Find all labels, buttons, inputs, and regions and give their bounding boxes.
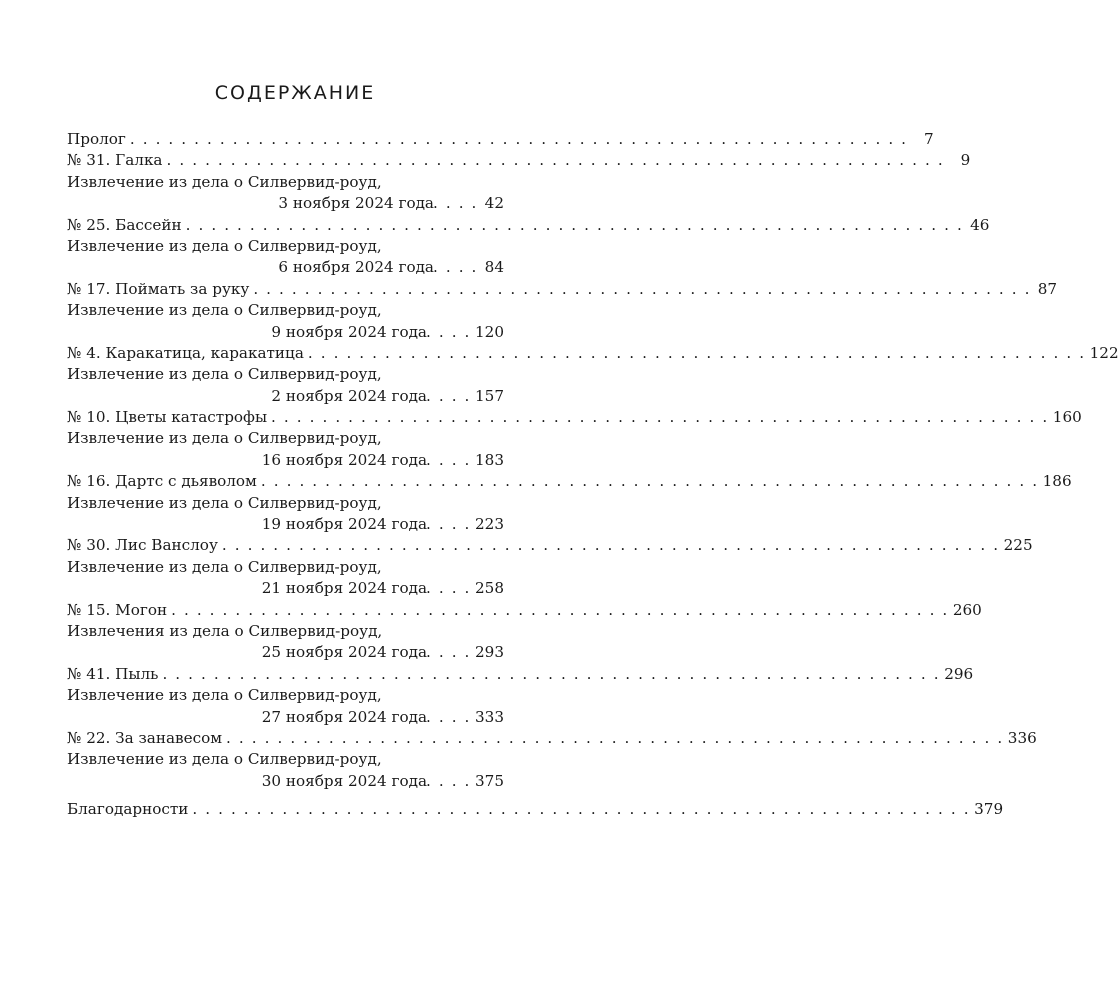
toc-entry-prefix: Извлечение из дела о Силвервид-роуд,	[67, 365, 382, 384]
toc-entry-page: 122	[1089, 343, 1119, 362]
toc-entry-prefix: Извлечение из дела о Силвервид-роуд,	[67, 301, 382, 320]
toc-entry	[67, 343, 1119, 364]
toc-entry-prefix: Извлечение из дела о Силвервид-роуд,	[67, 236, 382, 255]
dot-leader: . . . . .	[420, 194, 478, 213]
toc-entry-title: № 22. За занавесом	[67, 728, 223, 747]
dot-leader: . . . . . . . . . . . . . . . . . . . . . . . . . . . . . . . . . . . . . . . . . . . . . . . . . . . . . . . . . . . . .	[271, 408, 1049, 427]
toc-entry-date-text: 25 ноября 2024 года	[261, 643, 427, 662]
toc-entry-date	[67, 193, 504, 214]
toc-entry	[67, 471, 1072, 492]
toc-entry-date	[67, 707, 504, 728]
dot-leader: . . . . .	[420, 258, 478, 277]
toc-entry-date	[67, 578, 504, 599]
toc-entry	[67, 664, 974, 685]
toc-entry-date-text: 19 ноября 2024 года	[261, 515, 427, 534]
toc-entry-prefix: Извлечение из дела о Силвервид-роуд,	[67, 172, 382, 191]
toc-entry-title: Благодарности	[67, 800, 189, 819]
toc-entry-page: 375	[475, 771, 504, 790]
toc-entry-date-text: 6 ноября 2024 года	[278, 258, 434, 277]
toc-entry-title: № 4. Каракатица, каракатица	[67, 343, 304, 362]
toc-entry-title: № 31. Галка	[67, 151, 163, 170]
toc-entry-page: 84	[484, 258, 504, 277]
toc-entry-date	[67, 771, 504, 792]
toc-entry-prefix: Извлечение из дела о Силвервид-роуд,	[67, 750, 382, 769]
toc-entry-date-text: 3 ноября 2024 года	[278, 194, 434, 213]
toc-entry-title: № 15. Могон	[67, 600, 168, 619]
toc-entry-page: 7	[923, 130, 934, 148]
toc-entry-date	[67, 322, 504, 343]
toc-entry-page: 87	[1037, 279, 1058, 298]
toc-entry-title: Пролог	[67, 130, 126, 148]
dot-leader: . . . . .	[413, 643, 471, 662]
toc-entry-date-text: 21 ноября 2024 года	[261, 579, 427, 598]
toc-entry-date-text: 9 ноября 2024 года	[271, 322, 427, 341]
toc-entry-page: 46	[970, 215, 990, 234]
toc-entry-date	[67, 257, 504, 278]
toc-entry-page: 225	[1003, 536, 1033, 555]
toc-entry	[67, 215, 990, 236]
dot-leader: . . . . . . . . . . . . . . . . . . . . . . . . . . . . . . . . . . . . . . . . . . . . . . . . . . . . . . . . . . . . .	[307, 343, 1086, 362]
dot-leader: . . . . .	[413, 515, 471, 534]
toc-entry	[67, 728, 1037, 749]
table-of-contents	[67, 129, 1119, 821]
dot-leader: . . . . .	[413, 322, 471, 341]
toc-entry-title: № 41. Пыль	[67, 664, 159, 683]
dot-leader: . . . . . . . . . . . . . . . . . . . . . . . . . . . . . . . . . . . . . . . . . . . . . . . . . . . . . . . . . . . . .	[171, 600, 949, 619]
toc-entry-title: № 16. Дартс с дьяволом	[67, 472, 257, 491]
toc-entry-prefix: Извлечение из дела о Силвервид-роуд,	[67, 493, 382, 512]
toc-entry-page: 336	[1007, 728, 1037, 747]
toc-entry-page: 260	[952, 600, 982, 619]
toc-entry	[67, 129, 934, 150]
dot-leader: . . . . . . . . . . . . . . . . . . . . . . . . . . . . . . . . . . . . . . . . . . . . . . . . . . . . . . . . . . . . .	[260, 472, 1039, 491]
toc-entry	[67, 799, 1004, 820]
toc-entry-page: 186	[1042, 472, 1072, 491]
dot-leader: . . . . .	[413, 771, 471, 790]
section-gap	[67, 792, 504, 799]
dot-leader: . . . . .	[413, 386, 471, 405]
dot-leader: . . . . .	[413, 579, 471, 598]
toc-entry-page: 160	[1052, 408, 1082, 427]
toc-entry	[67, 407, 1082, 428]
toc-entry-prefix: Извлечение из дела о Силвервид-роуд,	[67, 686, 382, 705]
toc-entry-prefix: Извлечения из дела о Силвервид-роуд,	[67, 621, 383, 640]
toc-entry-page: 42	[484, 194, 504, 213]
page-title: СОДЕРЖАНИЕ	[214, 82, 376, 104]
dot-leader: . . . . . . . . . . . . . . . . . . . . . . . . . . . . . . . . . . . . . . . . . . . . . . . . . . . . . . . . . . . . .	[221, 536, 1000, 555]
toc-entry-page: 223	[475, 515, 504, 534]
toc-entry	[67, 535, 1033, 556]
dot-leader: . . . . . . . . . . . . . . . . . . . . . . . . . . . . . . . . . . . . . . . . . . . . . . . . . . . . . . . . . . . . .	[162, 664, 941, 683]
toc-entry-date	[67, 642, 504, 663]
toc-entry-date	[67, 386, 504, 407]
toc-entry-prefix: Извлечение из дела о Силвервид-роуд,	[67, 557, 382, 576]
toc-entry-page: 183	[475, 450, 504, 469]
toc-entry	[67, 600, 982, 621]
toc-entry-title: № 10. Цветы катастрофы	[67, 408, 268, 427]
toc-entry-title: № 25. Бассейн	[67, 215, 182, 234]
toc-entry-date	[67, 514, 504, 535]
toc-entry-page: 157	[475, 386, 504, 405]
toc-entry	[67, 150, 971, 171]
dot-leader: . . . . . . . . . . . . . . . . . . . . . . . . . . . . . . . . . . . . . . . . . . . . . . . . . . . . . . . . . . . . .	[192, 800, 971, 819]
toc-entry	[67, 279, 1058, 300]
toc-entry-date	[67, 450, 504, 471]
dot-leader: . . . . .	[413, 707, 471, 726]
toc-entry-page: 9	[960, 151, 971, 170]
toc-entry-date-text: 27 ноября 2024 года	[261, 707, 427, 726]
toc-entry-page: 296	[944, 664, 974, 683]
toc-entry-page: 120	[475, 322, 504, 341]
toc-entry-prefix: Извлечение из дела о Силвервид-роуд,	[67, 429, 382, 448]
dot-leader: . . . . . . . . . . . . . . . . . . . . . . . . . . . . . . . . . . . . . . . . . . . . . . . . . . . . . . . . . . . . .	[129, 130, 908, 148]
toc-entry-page: 379	[974, 800, 1004, 819]
toc-entry-page: 258	[475, 579, 504, 598]
toc-entry-page: 333	[475, 707, 504, 726]
toc-entry-date-text: 16 ноября 2024 года	[261, 450, 427, 469]
dot-leader: . . . . . . . . . . . . . . . . . . . . . . . . . . . . . . . . . . . . . . . . . . . . . . . . . . . . . . . . . . . . .	[185, 215, 964, 234]
toc-entry-date-text: 30 ноября 2024 года	[261, 771, 427, 790]
dot-leader: . . . . . . . . . . . . . . . . . . . . . . . . . . . . . . . . . . . . . . . . . . . . . . . . . . . . . . . . . . . . .	[253, 279, 1032, 298]
dot-leader: . . . . . . . . . . . . . . . . . . . . . . . . . . . . . . . . . . . . . . . . . . . . . . . . . . . . . . . . . . . . .	[226, 728, 1004, 747]
toc-entry-title: № 30. Лис Ванслоу	[67, 536, 218, 555]
toc-entry-title: № 17. Поймать за руку	[67, 279, 250, 298]
dot-leader: . . . . . . . . . . . . . . . . . . . . . . . . . . . . . . . . . . . . . . . . . . . . . . . . . . . . . . . . . . . . .	[166, 151, 945, 170]
toc-entry-date-text: 2 ноября 2024 года	[271, 386, 427, 405]
dot-leader: . . . . .	[413, 450, 471, 469]
toc-entry-page: 293	[475, 643, 504, 662]
